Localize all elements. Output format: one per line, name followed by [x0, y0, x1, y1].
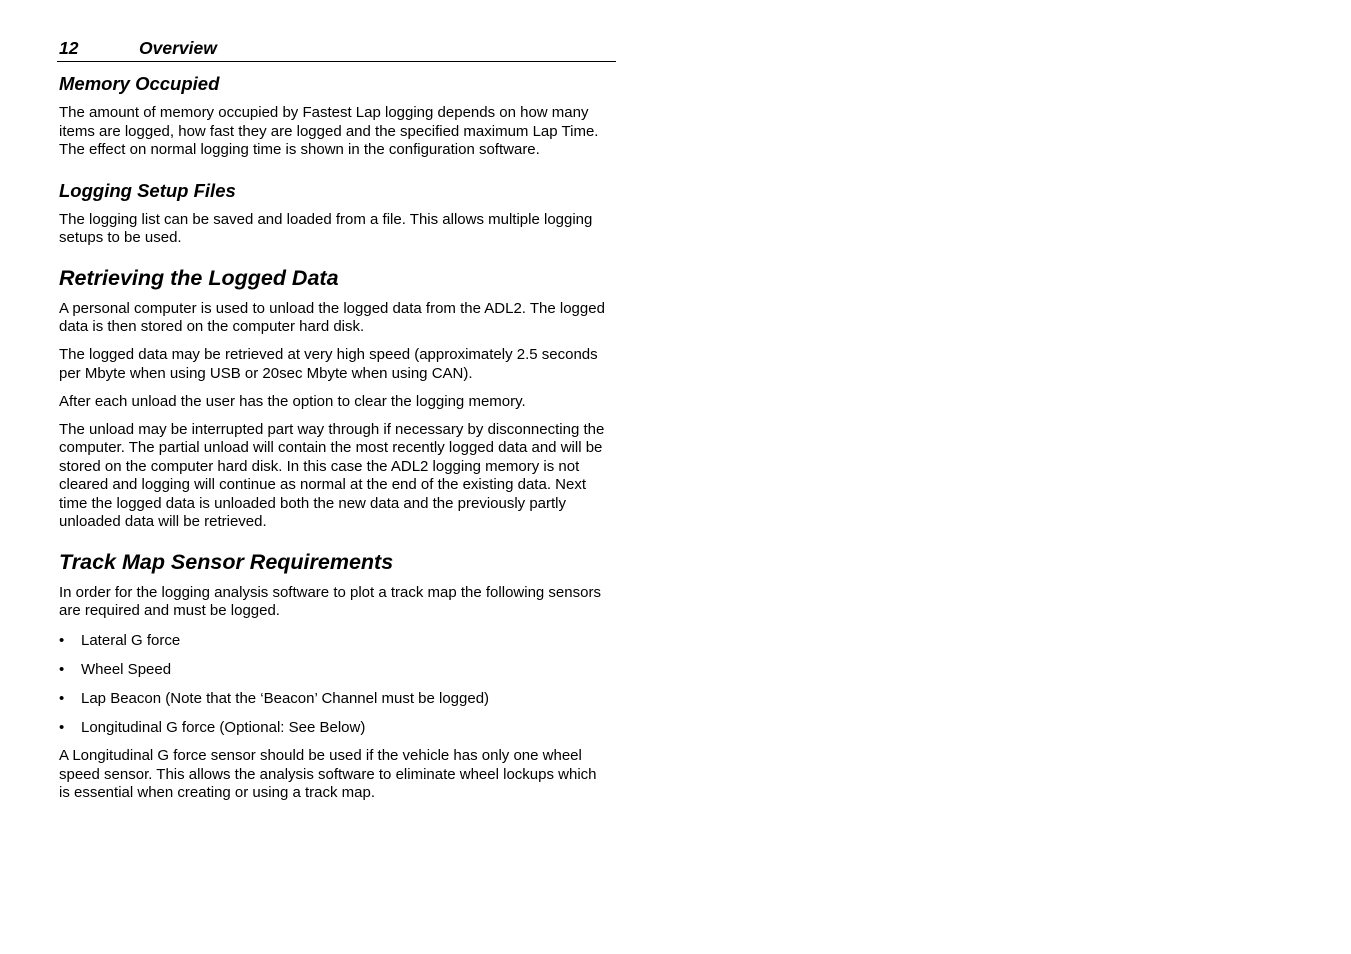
retrieving-paragraph-4: The unload may be interrupted part way through if necessary by disconnecting the computer. The partial unload will contain the most recently logged data and will be stored on the computer hard disk. In this case the ADL2 logging memory is not cleared and logging will continue as normal at the end of the existing data. Next time the logged data is unloaded both the new data and the previously partly unloaded data will be retrieved. — [59, 420, 605, 530]
list-item — [59, 719, 611, 738]
retrieving-paragraph-3: After each unload the user has the option to clear the logging memory. — [59, 392, 526, 410]
track-map-intro: In order for the logging analysis software to plot a track map the following sensors are required and must be logged. — [59, 583, 601, 619]
retrieving-heading: Retrieving the Logged Data — [59, 265, 339, 290]
bullet-icon: • — [59, 719, 65, 736]
sensor-list — [59, 632, 611, 738]
running-header — [57, 36, 616, 62]
list-item-text: Lateral G force — [81, 631, 181, 649]
section-title: Overview — [139, 38, 217, 58]
bullet-icon: • — [59, 660, 65, 678]
list-item — [59, 632, 611, 651]
document-page — [57, 36, 616, 803]
retrieving-paragraph-1: A personal computer is used to unload the logged data from the ADL2. The logged data is then stored on the computer hard disk. — [59, 299, 605, 335]
page-number: 12 — [59, 38, 79, 58]
page-content — [57, 73, 611, 803]
logging-setup-files-heading: Logging Setup Files — [59, 179, 236, 201]
track-map-heading: Track Map Sensor Requirements — [59, 549, 394, 574]
list-item-text: Longitudinal G force (Optional: See Below) — [81, 719, 366, 736]
bullet-icon: • — [59, 689, 65, 707]
memory-occupied-heading: Memory Occupied — [59, 73, 220, 94]
memory-occupied-paragraph: The amount of memory occupied by Fastest Lap logging depends on how many items are logged, how fast they are logged and the specified maximum Lap Time. The effect on normal logging time is shown in the configuration software. — [59, 104, 599, 158]
logging-setup-files-paragraph: The logging list can be saved and loaded from a file. This allows multiple logging setups to be used. — [59, 210, 593, 246]
list-item-text: Lap Beacon (Note that the ‘Beacon’ Channel must be logged) — [81, 689, 490, 707]
bullet-icon: • — [59, 631, 65, 649]
retrieving-paragraph-2: The logged data may be retrieved at very high speed (approximately 2.5 seconds per Mbyte when using USB or 20sec Mbyte when using CAN). — [59, 346, 598, 382]
list-item — [59, 661, 611, 680]
track-map-closing-paragraph: A Longitudinal G force sensor should be used if the vehicle has only one wheel speed sensor. This allows the analysis software to eliminate wheel lockups which is essential when creating or using a track map. — [59, 747, 597, 801]
list-item-text: Wheel Speed — [81, 660, 172, 678]
list-item — [59, 690, 611, 709]
